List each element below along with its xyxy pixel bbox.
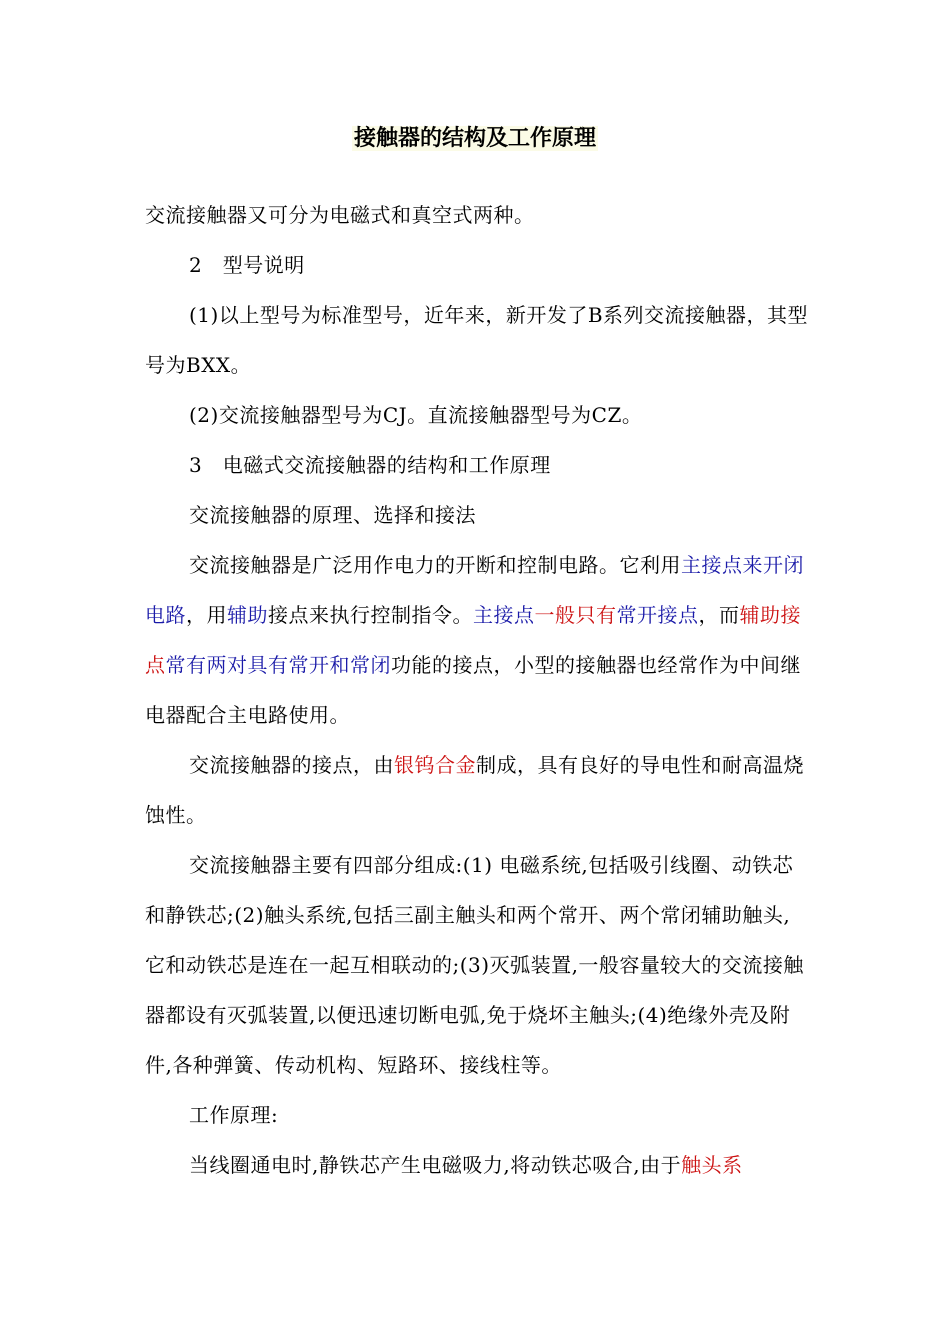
text-run: (1)以上型号为标准型号，近年来，新开发了B系列交流接触器，其型号为BXX。 (145, 303, 809, 377)
text-run: 3 电磁式交流接触器的结构和工作原理 (189, 453, 551, 477)
paragraph (145, 840, 810, 1090)
paragraph (145, 540, 810, 740)
text-run: 当线圈通电时,静铁芯产生电磁吸力,将动铁芯吸合,由于 (189, 1153, 682, 1177)
text-run: 制成，具有良好的导电性和耐高温烧蚀性。 (145, 753, 804, 827)
text-run: ，用 (186, 603, 227, 627)
paragraph (145, 240, 810, 290)
text-run: ，而 (698, 603, 740, 627)
highlight-red: 触头系 (681, 1153, 743, 1177)
text-run: (2)交流接触器型号为CJ。直流接触器型号为CZ。 (189, 403, 643, 427)
highlight-blue: 主接点来开闭电路 (145, 553, 804, 627)
text-run: 交流接触器又可分为电磁式和真空式两种。 (145, 203, 535, 227)
highlight-red: 辅助接点 (145, 603, 801, 677)
paragraph (145, 290, 810, 390)
highlight-red: 一般只有 (534, 603, 617, 627)
text-run: 功能的接点，小型的接触器也经常作为中间继电器配合主电路使用。 (145, 653, 801, 727)
highlight-blue: 辅助 (227, 603, 268, 627)
text-run: 交流接触器的原理、选择和接法 (189, 503, 476, 527)
paragraph (145, 490, 810, 540)
paragraph (145, 440, 810, 490)
paragraph (145, 390, 810, 440)
highlight-blue: 常有两对具有常开和常闭 (165, 653, 391, 677)
document-body (145, 190, 810, 1190)
paragraph (145, 190, 810, 240)
highlight-red: 银钨合金 (394, 753, 476, 777)
paragraph (145, 1090, 810, 1140)
title-text: 接触器的结构及工作原理 (353, 126, 596, 151)
text-run: 交流接触器主要有四部分组成:(1) 电磁系统,包括吸引线圈、动铁芯和静铁芯;(2)触头系统,包括三副主触头和两个常开、两个常闭辅助触头,它和动铁芯是连在一起互相联动的;(3)灭弧装置,一般容量较大的交流接触器都设有灭弧装置,以便迅速切断电弧,免于烧坏主触头;(4)绝缘外壳及附件,各种弹簧、传动机构、短路环、接线柱等。 (145, 853, 804, 1077)
paragraph (145, 740, 810, 840)
highlight-blue: 主接点 (473, 603, 535, 627)
highlight-blue: 常开接点 (616, 603, 699, 627)
text-run: 接点来执行控制指令。 (268, 603, 473, 627)
text-run: 交流接触器是广泛用作电力的开断和控制电路。它利用 (189, 553, 681, 577)
paragraph (145, 1140, 810, 1190)
page-title (0, 122, 950, 156)
text-run: 工作原理: (189, 1103, 279, 1127)
text-run: 交流接触器的接点，由 (189, 753, 394, 777)
text-run: 2 型号说明 (189, 253, 305, 277)
